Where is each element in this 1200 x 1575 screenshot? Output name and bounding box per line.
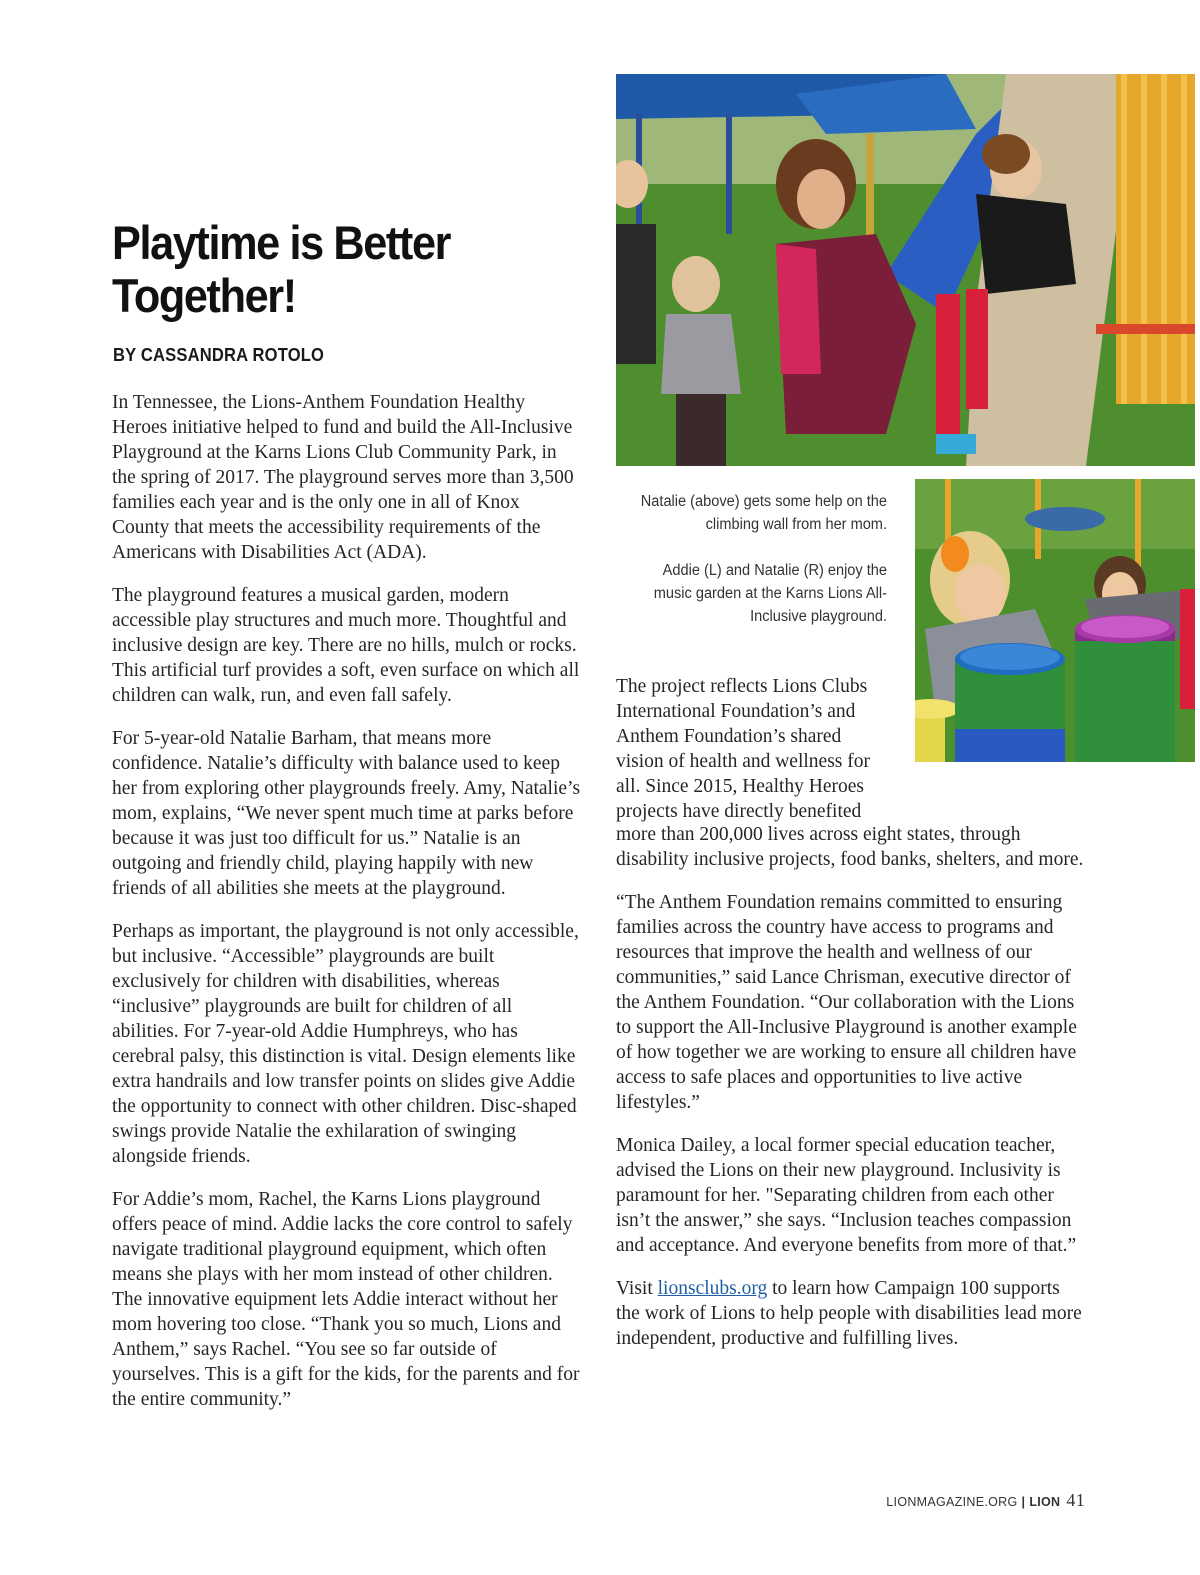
page-footer <box>886 1490 1085 1511</box>
body-paragraph: more than 200,000 lives across eight states, through disability inclusive projects, food banks, shelters, and more. <box>616 824 1084 870</box>
photo-caption-1: Natalie (above) gets some help on the climbing wall from her mom. <box>640 493 887 533</box>
right-column-narrow <box>616 674 891 824</box>
body-paragraph: The project reflects Lions Clubs International Foundation’s and Anthem Foundation’s shared vision of health and wellness for all. Since 2015, Healthy Heroes projects have directly benefited <box>616 676 870 822</box>
left-column <box>112 390 582 1430</box>
body-paragraph: Monica Dailey, a local former special education teacher, advised the Lions on their new playground. Inclusivity is paramount for her. "Separating children from each other isn’t the answer,” she says. “Inclusion teaches compassion and acceptance. And everyone benefits from more of that.” <box>616 1135 1077 1256</box>
body-paragraph: In Tennessee, the Lions-Anthem Foundation Healthy Heroes initiative helped to fund and build the All-Inclusive Playground at the Karns Lions Club Community Park, in the spring of 2017. The playground serves more than 3,500 families each year and is the only one in all of Knox County that meets the accessibility requirements of the Americans with Disabilities Act (ADA). <box>112 392 574 563</box>
body-paragraph: “The Anthem Foundation remains committed to ensuring families across the country have access to programs and resources that improve the health and wellness of our communities,” said Lance Chrisman, executive director of the Anthem Foundation. “Our collaboration with the Lions to support the All-Inclusive Playground is another example of how together we are working to ensure all children have access to safe places and opportunities to live active lifestyles.” <box>616 892 1077 1113</box>
body-paragraph: For Addie’s mom, Rachel, the Karns Lions playground offers peace of mind. Addie lacks the core control to safely navigate traditional playground equipment, which often means she plays with her mom instead of other children. The innovative equipment lets Addie interact without her mom hovering too close. “Thank you so much, Lions and Anthem,” says Rachel. “You see so far outside of yourselves. This is a gift for the kids, for the parents and for the entire community.” <box>112 1189 580 1410</box>
article-title <box>112 216 544 322</box>
photo-climbing-wall-illustration <box>616 74 1195 466</box>
lionsclubs-link[interactable]: lionsclubs.org <box>657 1278 768 1299</box>
right-column <box>616 822 1086 1369</box>
photo-caption-2: Addie (L) and Natalie (R) enjoy the music garden at the Karns Lions All-Inclusive playground. <box>653 562 887 625</box>
byline: BY CASSANDRA ROTOLO <box>113 345 325 365</box>
page-number: 41 <box>1066 1490 1085 1510</box>
body-paragraph: Perhaps as important, the playground is not only accessible, but inclusive. “Accessible” playgrounds are built exclusively for children with disabilities, whereas “inclusive” playgrounds are built for children of all abilities. For 7-year-old Addie Humphreys, who has cerebral palsy, this distinction is vital. Design elements like extra handrails and low transfer points on slides give Addie the opportunity to connect with other children. Disc-shaped swings provide Natalie the exhilaration of swinging alongside friends. <box>112 921 579 1167</box>
closing-text-before: Visit <box>616 1278 658 1299</box>
photo-music-garden-illustration <box>915 479 1195 762</box>
closing-text-after: to learn how Campaign 100 supports the work of Lions to help people with disabilities lead more independent, productive and fulfilling lives. <box>616 1278 1082 1349</box>
article-title-line-1: Playtime is Better <box>112 216 451 269</box>
photo-music-garden <box>915 479 1195 762</box>
photo-climbing-wall <box>616 74 1195 466</box>
footer-magazine: LION <box>1029 1495 1061 1509</box>
closing-paragraph <box>616 1276 1086 1351</box>
article-title-line-2: Together! <box>112 269 296 322</box>
body-paragraph: For 5-year-old Natalie Barham, that means more confidence. Natalie’s difficulty with balance used to keep her from exploring other playgrounds freely. Amy, Natalie’s mom, explains, “We never spent much time at parks before because it was just too difficult for us.” Natalie is an outgoing and friendly child, playing happily with new friends of all abilities she meets at the playground. <box>112 728 581 899</box>
body-paragraph: The playground features a musical garden, modern accessible play structures and much more. Thoughtful and inclusive design are key. There are no hills, mulch or rocks. This artificial turf provides a soft, even surface on which all children can walk, run, and even fall safely. <box>112 585 580 706</box>
footer-site: LIONMAGAZINE.ORG <box>886 1495 1018 1509</box>
footer-separator: | <box>1021 1495 1026 1509</box>
